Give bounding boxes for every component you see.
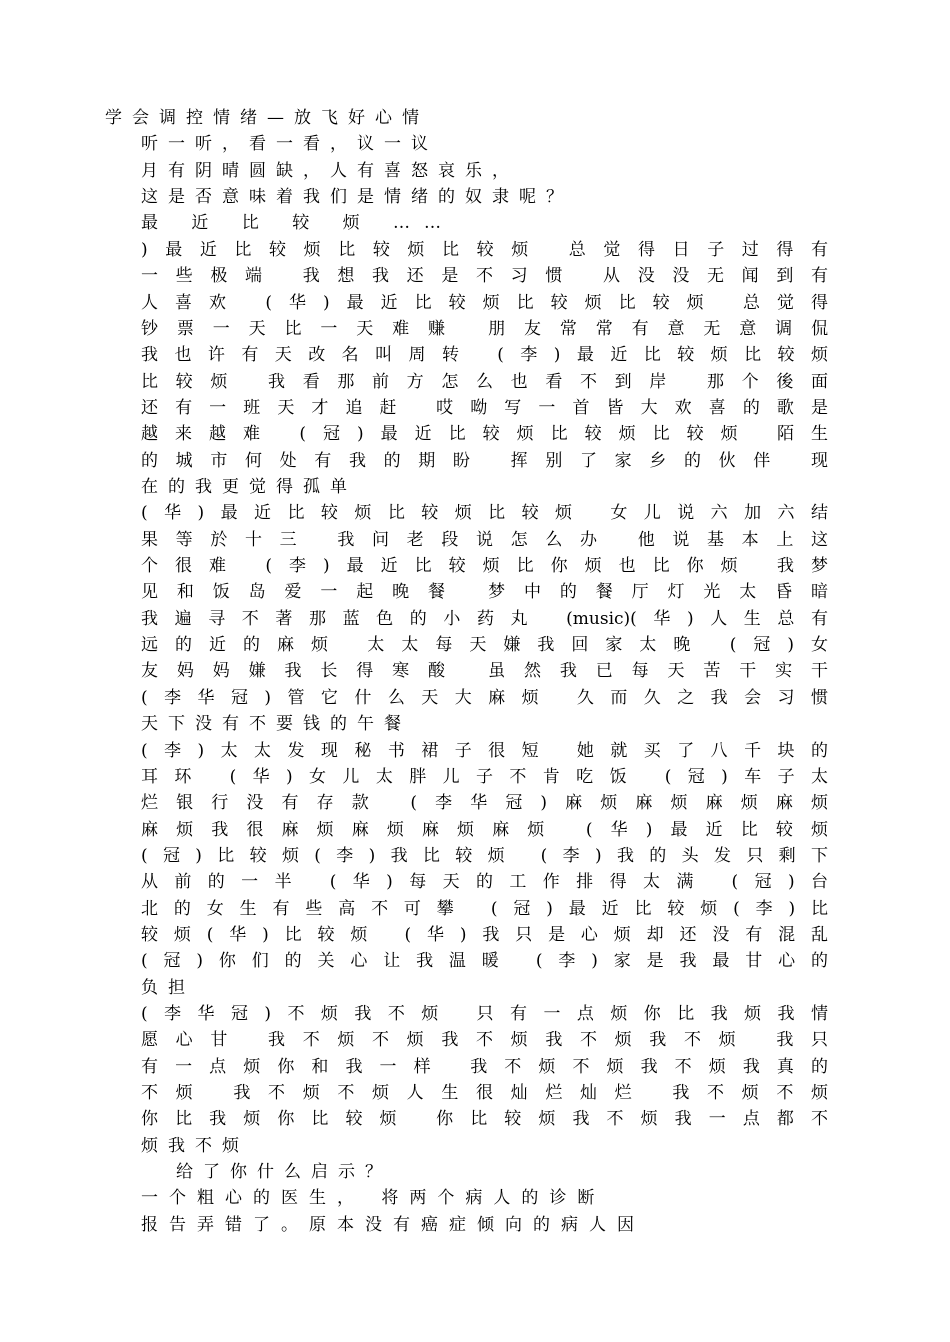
lyric-line: 果等於十三 我问老段说怎么办 他说基本上这	[141, 530, 828, 550]
lyric-line: 烂银行没有存款 (李华冠)麻烦麻烦麻烦麻烦	[141, 793, 828, 813]
intro-line: 月有阴晴圆缺，人有喜怒哀乐，	[141, 161, 519, 181]
page-title: 学会调控情绪—放飞好心情	[105, 108, 429, 128]
section-subtitle: 听一听，看一看，议一议	[141, 134, 438, 154]
lyric-line: 远的近的麻烦 太太每天嫌我回家太晚 (冠)女	[141, 635, 828, 655]
lyric-line: 你比我烦你比较烦 你比较烦我不烦我一点都不	[141, 1109, 828, 1129]
lyric-line: 北的女生有些高不可攀 (冠)最近比较烦(李)比	[141, 899, 828, 919]
lyric-line: 人喜欢 (华)最近比较烦比较烦比较烦 总觉得	[141, 293, 828, 313]
lyric-line: 一些极端 我想我还是不习惯 从没没无闻到有	[141, 266, 828, 286]
lyric-line: (李华冠)管它什么天大麻烦 久而久之我会习惯	[141, 688, 828, 708]
lyric-line: (冠)比较烦(李)我比较烦 (李)我的头发只剩下	[141, 846, 828, 866]
lyric-line: 不烦 我不烦不烦人生很灿烂灿烂 我不烦不烦	[141, 1083, 828, 1103]
lyric-line: 钞票一天比一天难赚 朋友常常有意无意调侃	[141, 319, 828, 339]
lyric-line: 越来越难 (冠)最近比较烦比较烦比较烦 陌生	[141, 424, 828, 444]
lyric-line: 在的我更觉得孤单	[141, 477, 357, 497]
lyric-line: 愿心甘 我不烦不烦我不烦我不烦我不烦 我只	[141, 1030, 828, 1050]
song-title: 最 近 比 较 烦 ……	[141, 213, 456, 233]
lyric-line: 负担	[141, 978, 195, 998]
lyric-line: 的城市何处有我的期盼 挥别了家乡的伙伴 现	[141, 451, 828, 471]
lyric-line: 烦我不烦	[141, 1136, 249, 1156]
lyric-line: 我遍寻不著那蓝色的小药丸 (music)(华)人生总有	[141, 609, 828, 629]
lyric-line: (华)最近比较烦比较烦比较烦 女儿说六加六结	[141, 503, 828, 523]
lyric-line: 较烦(华)比较烦 (华)我只是心烦却还没有混乱	[141, 925, 828, 945]
lyric-line: (冠)你们的关心让我温暖 (李)家是我最甘心的	[141, 951, 828, 971]
lyric-line: (李华冠)不烦我不烦 只有一点烦你比我烦我情	[141, 1004, 828, 1024]
lyric-line: 个很难 (李)最近比较烦比你烦也比你烦 我梦	[141, 556, 828, 576]
lyric-line: 麻烦我很麻烦麻烦麻烦麻烦 (华)最近比较烦	[141, 820, 828, 840]
lyric-line: 耳环 (华)女儿太胖儿子不肯吃饭 (冠)车子太	[141, 767, 828, 787]
story-line: 一个粗心的医生， 将两个病人的诊断	[141, 1188, 606, 1208]
intro-line: 这是否意味着我们是情绪的奴隶呢？	[141, 187, 573, 207]
lyric-line: (李)太太发现秘书裙子很短 她就买了八千块的	[141, 741, 828, 761]
lyric-line: 还有一班天才追赶 哎呦写一首皆大欢喜的歌是	[141, 398, 828, 418]
story-line: 报告弄错了。原本没有癌症倾向的病人因	[141, 1215, 645, 1235]
lyric-line: )最近比较烦比较烦比较烦 总觉得日子过得有	[141, 240, 828, 260]
lyric-line: 见和饭岛爱一起晚餐 梦中的餐厅灯光太昏暗	[141, 582, 828, 602]
lyric-line: 有一点烦你和我一样 我不烦不烦我不烦我真的	[141, 1057, 828, 1077]
question-line: 给了你什么启示？	[176, 1162, 392, 1182]
lyric-line: 从前的一半 (华)每天的工作排得太满 (冠)台	[141, 872, 828, 892]
lyric-line: 比较烦 我看那前方怎么也看不到岸 那个後面	[141, 372, 828, 392]
lyric-line: 友妈妈嫌我长得寒酸 虽然我已每天苦干实干	[141, 661, 828, 681]
lyric-line: 我也许有天改名叫周转 (李)最近比较烦比较烦	[141, 345, 828, 365]
lyric-line: 天下没有不要钱的午餐	[141, 714, 411, 734]
